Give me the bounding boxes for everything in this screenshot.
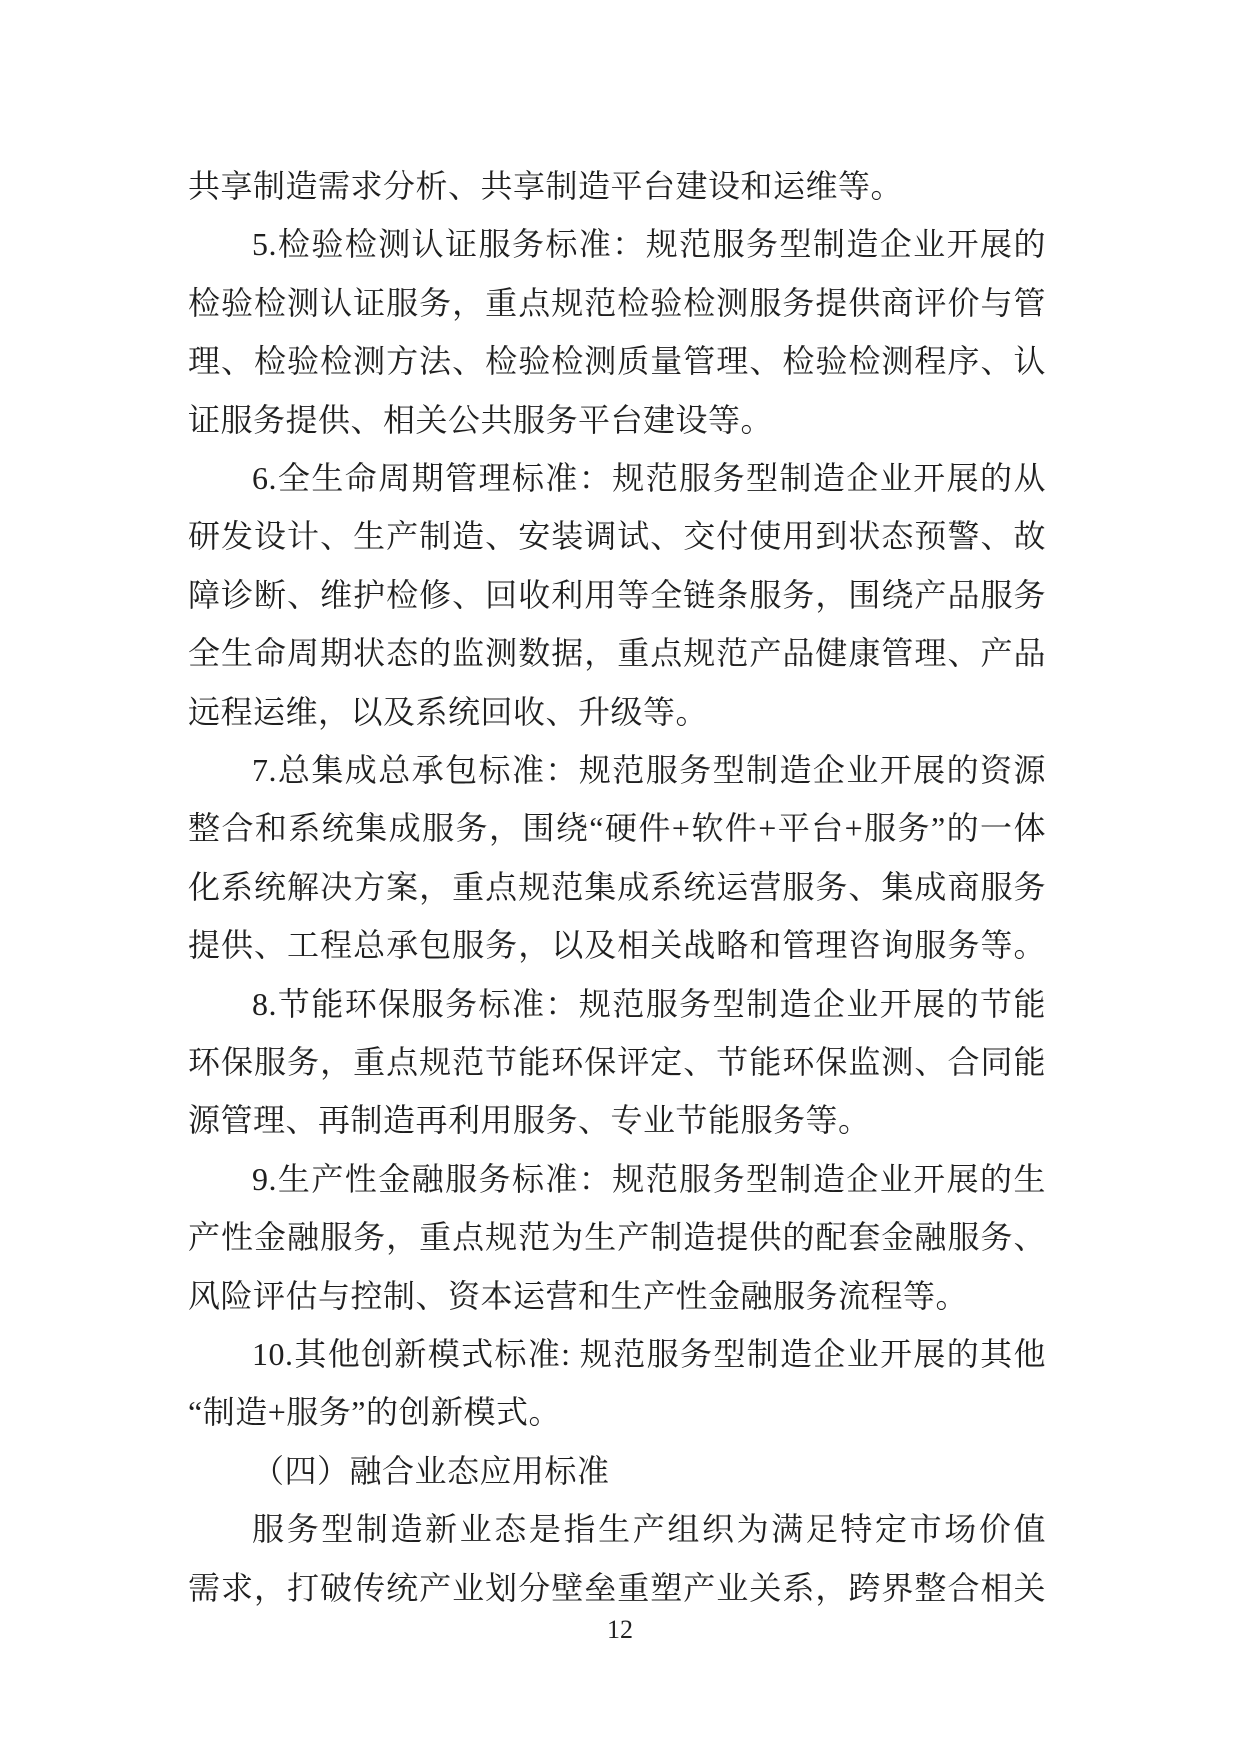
text-line: 共享制造需求分析、共享制造平台建设和运维等。 <box>188 168 904 204</box>
text-line: 风险评估与控制、资本运营和生产性金融服务流程等。 <box>188 1277 969 1314</box>
text-line: 理、检验检测方法、检验检测质量管理、检验检测程序、认 <box>188 343 1046 380</box>
text-line: 整合和系统集成服务，围绕“硬件+软件+平台+服务”的一体 <box>188 810 1046 847</box>
page-number: 12 <box>607 1615 633 1644</box>
text-line: 5.检验检测认证服务标准：规范服务型制造企业开展的 <box>252 226 1046 263</box>
text-line: 研发设计、生产制造、安装调试、交付使用到状态预警、故 <box>188 518 1046 555</box>
text-line: “制造+服务”的创新模式。 <box>188 1394 561 1431</box>
text-line: 9.生产性金融服务标准：规范服务型制造企业开展的生 <box>252 1160 1046 1197</box>
text-line: 产性金融服务，重点规范为生产制造提供的配套金融服务、 <box>188 1219 1046 1256</box>
text-line: 提供、工程总承包服务，以及相关战略和管理咨询服务等。 <box>188 927 1046 964</box>
text-line: 10.其他创新模式标准: 规范服务型制造企业开展的其他 <box>252 1336 1046 1372</box>
text-line: 障诊断、维护检修、回收利用等全链条服务，围绕产品服务 <box>188 576 1046 613</box>
text-line: 8.节能环保服务标准：规范服务型制造企业开展的节能 <box>252 985 1046 1022</box>
text-line: 环保服务，重点规范节能环保评定、节能环保监测、合同能 <box>188 1044 1046 1080</box>
text-line: 源管理、再制造再利用服务、专业节能服务等。 <box>188 1102 871 1139</box>
text-line: 7.总集成总承包标准：规范服务型制造企业开展的资源 <box>252 752 1046 788</box>
text-line: 化系统解决方案，重点规范集成系统运营服务、集成商服务 <box>188 868 1046 905</box>
text-line: 6.全生命周期管理标准：规范服务型制造企业开展的从 <box>252 460 1046 496</box>
text-line: 检验检测认证服务，重点规范检验检测服务提供商评价与管 <box>188 284 1046 321</box>
text-line: 需求，打破传统产业划分壁垒重塑产业关系，跨界整合相关 <box>188 1569 1046 1606</box>
text-line: 全生命周期状态的监测数据，重点规范产品健康管理、产品 <box>188 635 1046 672</box>
text-line: 远程运维，以及系统回收、升级等。 <box>188 693 709 730</box>
text-line: （四）融合业态应用标准 <box>252 1452 610 1489</box>
text-line: 服务型制造新业态是指生产组织为满足特定市场价值 <box>252 1511 1046 1548</box>
text-line: 证服务提供、相关公共服务平台建设等。 <box>188 401 774 438</box>
